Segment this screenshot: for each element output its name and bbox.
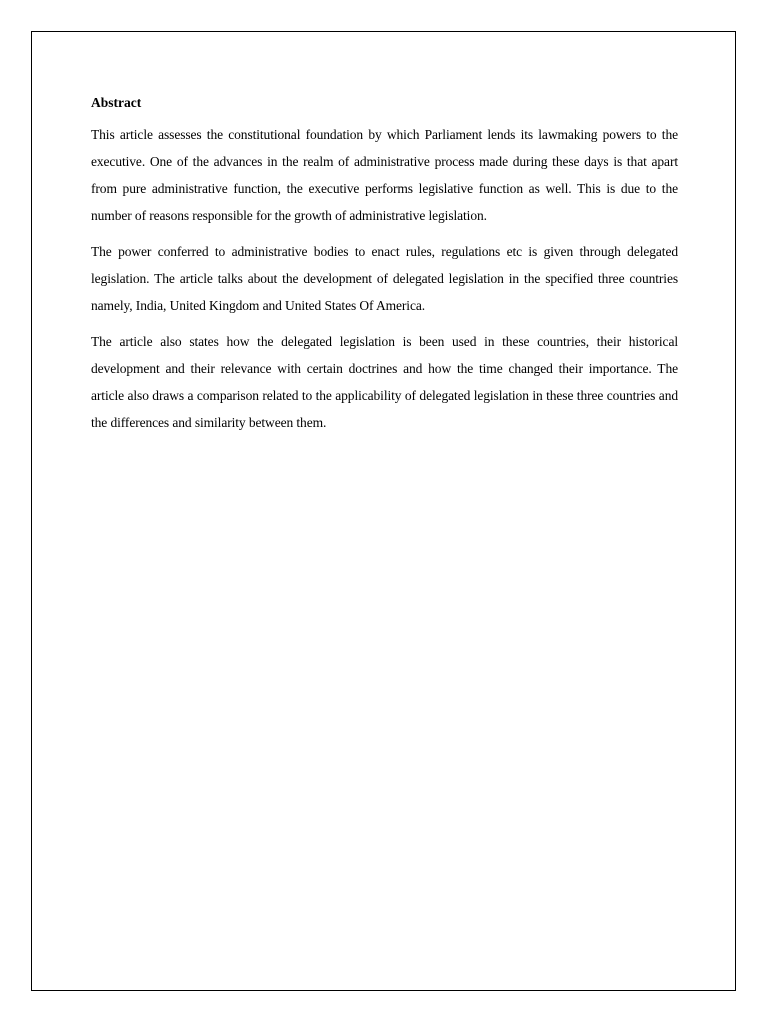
document-page [31, 31, 736, 991]
abstract-heading: Abstract [91, 95, 142, 110]
abstract-paragraph-2: The power conferred to administrative bodies to enact rules, regulations etc is given through delegated legislation. The article talks about the development of delegated legislation in the specified three countries namely, India, United Kingdom and United States Of America. [91, 244, 678, 313]
abstract-paragraph-3: The article also states how the delegated legislation is been used in these countries, their historical development and their relevance with certain doctrines and how the time changed their importance. The article also draws a comparison related to the applicability of delegated legislation in these three countries and the differences and similarity between them. [91, 334, 678, 430]
abstract-paragraph-1: This article assesses the constitutional foundation by which Parliament lends its lawmaking powers to the executive. One of the advances in the realm of administrative process made during these days is that apart from pure administrative function, the executive performs legislative function as well. This is due to the number of reasons responsible for the growth of administrative legislation. [91, 127, 678, 223]
abstract-section [91, 94, 678, 445]
